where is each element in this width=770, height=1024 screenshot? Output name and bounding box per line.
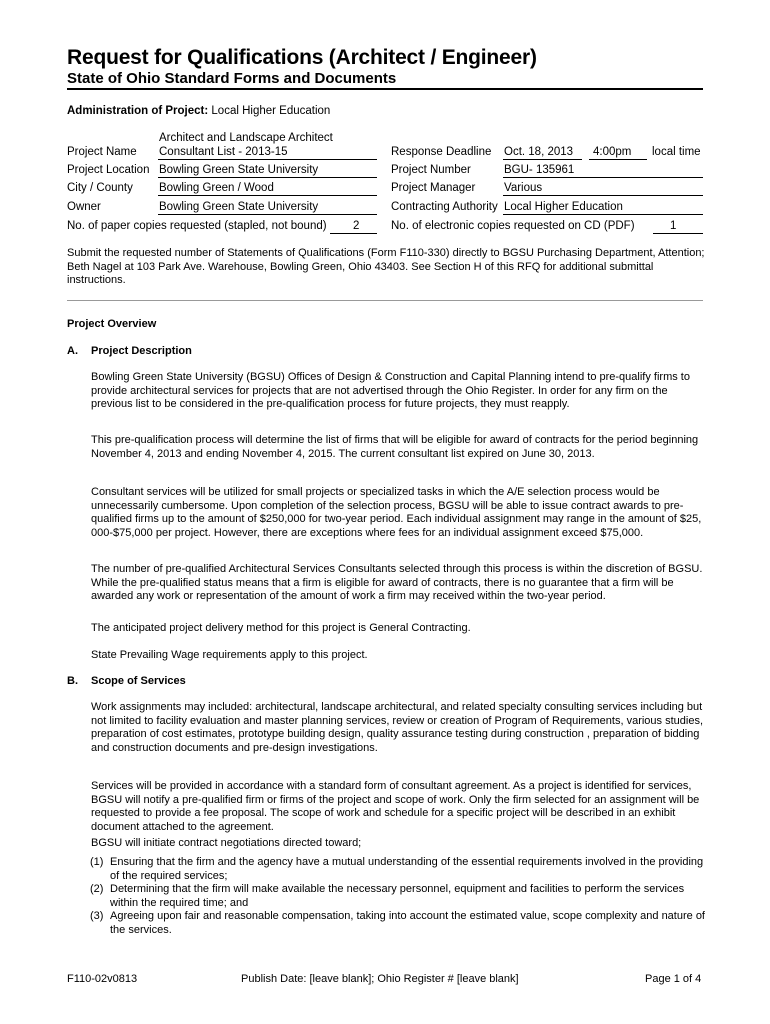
project-number-label: Project Number xyxy=(391,164,471,176)
contracting-authority-underline xyxy=(503,214,703,215)
list-item-text: Ensuring that the firm and the agency have a mutual understanding of the essential requirements involved in the providing of the required services; xyxy=(110,856,704,882)
project-description-paragraph: The anticipated project delivery method for this project is General Contracting. xyxy=(91,622,471,634)
section-b-title: Scope of Services xyxy=(91,675,186,687)
list-item-number: (3) xyxy=(90,910,104,922)
administration-label: Administration of Project: xyxy=(67,105,209,117)
project-location-underline xyxy=(158,177,377,178)
response-deadline-time: 4:00pm xyxy=(593,146,632,158)
list-item xyxy=(90,910,706,937)
city-county-value: Bowling Green / Wood xyxy=(159,182,274,194)
section-a-title: Project Description xyxy=(91,345,192,357)
submission-instructions: Submit the requested number of Statements of Qualifications (Form F110-330) directly to BGSU Purchasing Department, Attention; Beth Nagel at 103 Park Ave. Warehouse, Bowling Green, Ohio 43403. See Section H of this RFQ for additional submittal instructions. xyxy=(67,247,705,286)
project-description-paragraph: Consultant services will be utilized for small projects or specialized tasks in which the A/E selection process would be unnecessarily cumbersome. Upon completion of the selection process, BGSU will be able to issue contract awards to pre-qualified firms up to the amount of $250,000 for two-year period. Each individual assignment may range in the amount of $25, 000-$75,000 per project. However, there are exceptions where fees for an individual assignment exceed $75,000. xyxy=(91,486,702,539)
project-name-label: Project Name xyxy=(67,146,137,158)
administration-value: Local Higher Education xyxy=(211,105,331,117)
project-manager-label: Project Manager xyxy=(391,182,476,194)
project-location-label: Project Location xyxy=(67,164,150,176)
response-deadline-date-underline xyxy=(503,159,582,160)
scope-paragraph: BGSU will initiate contract negotiations directed toward; xyxy=(91,837,362,849)
list-item-text: Determining that the firm will make available the necessary personnel, equipment and facilities to perform the services within the required time; and xyxy=(110,883,685,909)
response-deadline-date: Oct. 18, 2013 xyxy=(504,146,574,158)
city-county-underline xyxy=(158,195,377,196)
scope-paragraph: Services will be provided in accordance with a standard form of consultant agreement. As a project is identified for services, BGSU will notify a pre-qualified firm or firms of the project and scope of work. Only the firm selected for an assignment will be requested to provide a fee proposal. The scope of work and schedule for a specific project will be described in an exhibit document attached to the agreement. xyxy=(91,780,700,833)
project-name-value-line1: Architect and Landscape Architect xyxy=(159,132,333,144)
owner-label: Owner xyxy=(67,201,101,213)
scope-paragraph: Work assignments may included: architectural, landscape architectural, and related specialty consulting services including but not limited to facility evaluation and master planning services, review or creation of Program of Requirements, various studies, preparation of cost estimates, prototype building design, quality assurance testing during construction , preparation of bidding and construction documents and pre-design investigations. xyxy=(91,701,704,754)
footer-publish-info: Publish Date: [leave blank]; Ohio Register # [leave blank] xyxy=(241,973,519,985)
list-item-text: Agreeing upon fair and reasonable compensation, taking into account the estimated value, scope complexity and nature of the services. xyxy=(110,910,705,936)
section-b-letter: B. xyxy=(67,675,78,687)
electronic-copies-label: No. of electronic copies requested on CD (PDF) xyxy=(391,220,635,232)
administration-line xyxy=(67,105,330,117)
project-description-paragraph: This pre-qualification process will determine the list of firms that will be eligible for award of contracts for the period beginning November 4, 2013 and ending November 4, 2015. The current consultant list expired on June 30, 2013. xyxy=(91,434,699,460)
list-item-number: (1) xyxy=(90,856,104,868)
project-number-value: BGU- 135961 xyxy=(504,164,575,176)
page-title: Request for Qualifications (Architect / Engineer) xyxy=(67,46,537,69)
city-county-label: City / County xyxy=(67,182,133,194)
contracting-authority-value: Local Higher Education xyxy=(504,201,623,213)
contracting-authority-label: Contracting Authority xyxy=(391,201,498,213)
project-overview-heading: Project Overview xyxy=(67,318,157,330)
footer-form-number: F110-02v0813 xyxy=(67,973,138,985)
electronic-copies-value: 1 xyxy=(670,220,677,232)
section-a-letter: A. xyxy=(67,345,78,357)
project-location-value: Bowling Green State University xyxy=(159,164,319,176)
section-divider xyxy=(67,300,703,301)
list-item-number: (2) xyxy=(90,883,104,895)
list-item xyxy=(90,856,706,883)
response-deadline-suffix: local time xyxy=(652,146,701,158)
response-deadline-label: Response Deadline xyxy=(391,146,492,158)
project-name-underline xyxy=(158,159,377,160)
project-manager-underline xyxy=(503,195,703,196)
project-description-paragraph: State Prevailing Wage requirements apply to this project. xyxy=(91,649,368,661)
project-number-underline xyxy=(503,177,703,178)
project-description-paragraph: The number of pre-qualified Architectural Services Consultants selected through this process is within the discretion of BGSU. While the pre-qualified status means that a firm is eligible for award of contracts, there is no guarantee that a firm will be awarded any work or representation of the amount of work a firm may received within the two-year period. xyxy=(91,563,703,602)
title-divider xyxy=(67,88,703,90)
owner-underline xyxy=(158,214,377,215)
project-manager-value: Various xyxy=(504,182,543,194)
response-deadline-time-underline xyxy=(589,159,647,160)
electronic-copies-underline xyxy=(653,233,703,234)
project-description-paragraph: Bowling Green State University (BGSU) Offices of Design & Construction and Capital Planning intend to pre-qualify firms to provide architectural services for projects that are not advertised through the Ohio Register. In order for any firm on the previous list to be considered in the pre-qualification process for future projects, they must reapply. xyxy=(91,371,690,410)
paper-copies-underline xyxy=(330,233,377,234)
owner-value: Bowling Green State University xyxy=(159,201,319,213)
project-name-value-line2: Consultant List - 2013-15 xyxy=(159,146,288,158)
page-subtitle: State of Ohio Standard Forms and Documents xyxy=(67,70,397,87)
paper-copies-label: No. of paper copies requested (stapled, not bound) xyxy=(67,220,327,232)
list-item xyxy=(90,883,706,910)
footer-page-number: Page 1 of 4 xyxy=(645,973,702,985)
paper-copies-value: 2 xyxy=(353,220,360,232)
